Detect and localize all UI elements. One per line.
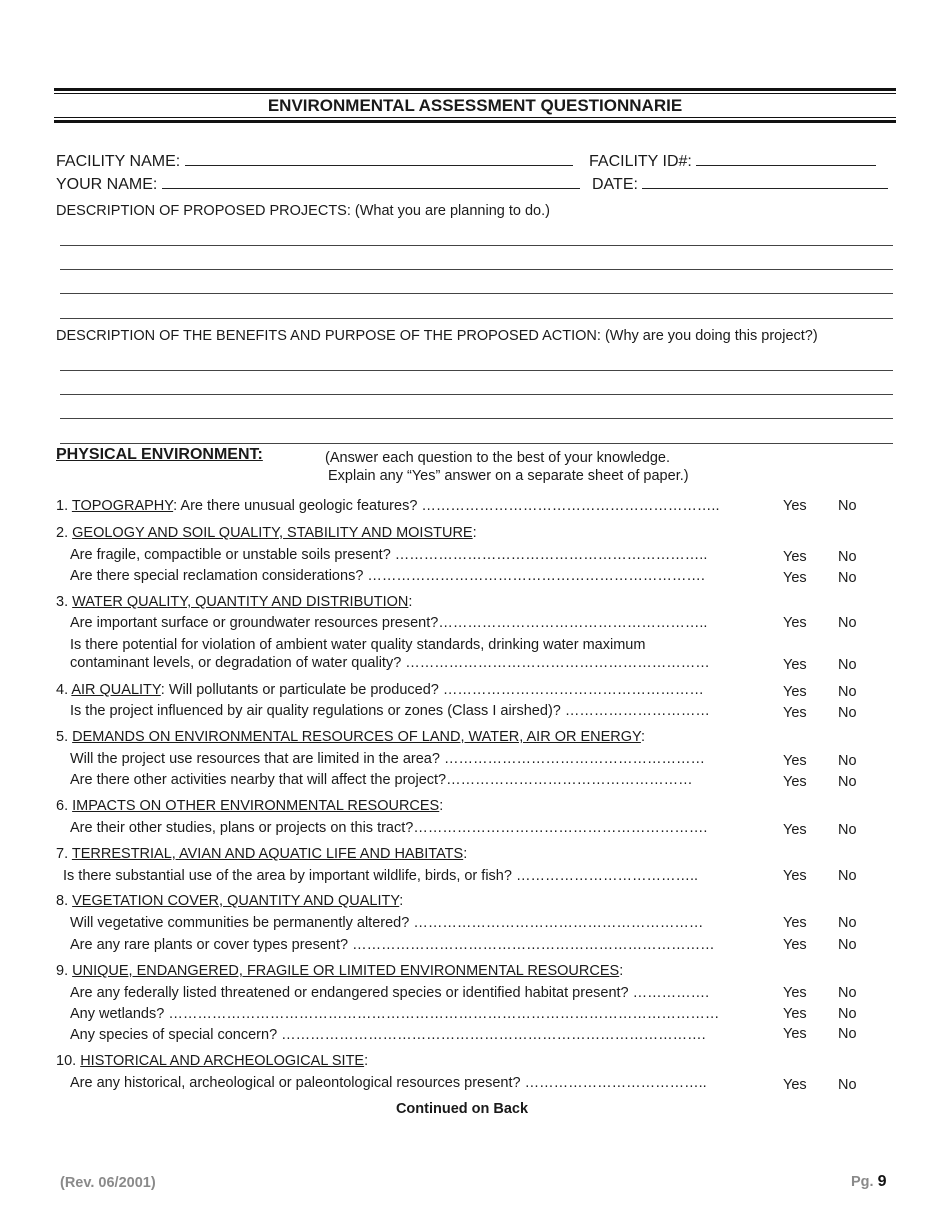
s3-q1-no[interactable]: No	[838, 615, 857, 631]
benefits-description-label: DESCRIPTION OF THE BENEFITS AND PURPOSE OF THE PROPOSED ACTION: (Why are you doing this project?)	[56, 328, 818, 344]
s6-q1-no[interactable]: No	[838, 822, 857, 838]
s6-q1-text: Are their other studies, plans or projects on this tract?…………………………………………………….	[70, 820, 708, 836]
projects-line-4[interactable]	[60, 318, 893, 319]
s7-q1-yes[interactable]: Yes	[783, 868, 807, 884]
s4-q2-no[interactable]: No	[838, 705, 857, 721]
facility-name-label: FACILITY NAME:	[56, 153, 181, 170]
s5-q2-yes[interactable]: Yes	[783, 774, 807, 790]
facility-id-blank[interactable]	[696, 151, 876, 166]
facility-id-label: FACILITY ID#:	[589, 153, 692, 170]
s10-q1-yes[interactable]: Yes	[783, 1077, 807, 1093]
s9-q2-no[interactable]: No	[838, 1006, 857, 1022]
s8-q2-text: Are any rare plants or cover types present? …………………………………………………………………	[70, 937, 715, 953]
date-field[interactable]	[592, 174, 888, 194]
benefits-line-3[interactable]	[60, 418, 893, 419]
s3-q2-text-line2: contaminant levels, or degradation of water quality? ………………………………………………………	[70, 655, 710, 671]
s2-q1-yes[interactable]: Yes	[783, 549, 807, 565]
projects-description-label: DESCRIPTION OF PROPOSED PROJECTS: (What you are planning to do.)	[56, 203, 550, 219]
section-10-heading: 10. HISTORICAL AND ARCHEOLOGICAL SITE:	[56, 1053, 369, 1069]
s9-q3-text: Any species of special concern? …………………………………………………………………………….	[70, 1027, 706, 1043]
continued-on-back: Continued on Back	[395, 1101, 529, 1117]
facility-id-field[interactable]	[589, 151, 876, 171]
physical-note-line-1: (Answer each question to the best of your knowledge.	[325, 450, 670, 466]
s10-q1-text: Are any historical, archeological or paleontological resources present? ………………………………..	[70, 1075, 707, 1091]
projects-line-3[interactable]	[60, 293, 893, 294]
s7-q1-text: Is there substantial use of the area by important wildlife, birds, or fish? ………………………………..	[63, 868, 699, 884]
benefits-line-4[interactable]	[60, 443, 893, 444]
s1-q1-yes[interactable]: Yes	[783, 498, 807, 514]
section-4-heading: 4. AIR QUALITY: Will pollutants or particulate be produced? ………………………………………………	[56, 682, 704, 698]
section-2-heading: 2. GEOLOGY AND SOIL QUALITY, STABILITY AND MOISTURE:	[56, 525, 477, 541]
s9-q3-yes[interactable]: Yes	[783, 1026, 807, 1042]
facility-name-field[interactable]	[56, 151, 573, 171]
title-rule-bottom-thick	[54, 120, 896, 123]
section-6-heading: 6. IMPACTS ON OTHER ENVIRONMENTAL RESOURCES:	[56, 798, 444, 814]
s5-q2-text: Are there other activities nearby that will affect the project?……………………………………………	[70, 772, 693, 788]
s4-q2-yes[interactable]: Yes	[783, 705, 807, 721]
s4-q2-text: Is the project influenced by air quality regulations or zones (Class I airshed)? …………………………	[70, 703, 710, 719]
s9-q2-text: Any wetlands? ……………………………………………………………………………………………………	[70, 1006, 720, 1022]
page-number-value: 9	[877, 1173, 887, 1190]
s2-q2-no[interactable]: No	[838, 570, 857, 586]
s8-q2-yes[interactable]: Yes	[783, 937, 807, 953]
s3-q1-yes[interactable]: Yes	[783, 615, 807, 631]
page-label: Pg.	[851, 1174, 874, 1190]
your-name-label: YOUR NAME:	[56, 176, 158, 193]
section-8-heading: 8. VEGETATION COVER, QUANTITY AND QUALITY:	[56, 893, 404, 909]
s2-q2-yes[interactable]: Yes	[783, 570, 807, 586]
s9-q1-text: Are any federally listed threatened or endangered species or identified habitat present? …………….	[70, 985, 710, 1001]
s9-q2-yes[interactable]: Yes	[783, 1006, 807, 1022]
revision-label: (Rev. 06/2001)	[60, 1175, 156, 1191]
section-7-heading: 7. TERRESTRIAL, AVIAN AND AQUATIC LIFE AND HABITATS:	[56, 846, 468, 862]
section-9-heading: 9. UNIQUE, ENDANGERED, FRAGILE OR LIMITED ENVIRONMENTAL RESOURCES:	[56, 963, 624, 979]
s10-q1-no[interactable]: No	[838, 1077, 857, 1093]
benefits-line-2[interactable]	[60, 394, 893, 395]
physical-note-line-2: Explain any “Yes” answer on a separate sheet of paper.)	[328, 468, 689, 483]
s1-q1-no[interactable]: No	[838, 498, 857, 514]
s9-q3-no[interactable]: No	[838, 1026, 857, 1042]
title-rule-top-thick	[54, 88, 896, 91]
s5-q1-text: Will the project use resources that are limited in the area? ………………………………………………	[70, 751, 705, 767]
your-name-field[interactable]	[56, 174, 580, 194]
s8-q2-no[interactable]: No	[838, 937, 857, 953]
s8-q1-yes[interactable]: Yes	[783, 915, 807, 931]
page-number	[851, 1173, 887, 1191]
section-1-heading: 1. TOPOGRAPHY: Are there unusual geologic features? ……………………………………………………..	[56, 498, 720, 514]
date-blank[interactable]	[642, 174, 888, 189]
s3-q2-text-line1: Is there potential for violation of ambient water quality standards, drinking water maximum	[70, 637, 646, 653]
facility-name-blank[interactable]	[185, 151, 573, 166]
title-rule-top-thin	[54, 93, 896, 94]
benefits-line-1[interactable]	[60, 370, 893, 371]
s5-q2-no[interactable]: No	[838, 774, 857, 790]
s9-q1-yes[interactable]: Yes	[783, 985, 807, 1001]
page-title: ENVIRONMENTAL ASSESSMENT QUESTIONNARIE	[267, 96, 683, 115]
your-name-blank[interactable]	[162, 174, 580, 189]
s2-q1-no[interactable]: No	[838, 549, 857, 565]
s7-q1-no[interactable]: No	[838, 868, 857, 884]
title-rule-bottom-thin	[54, 117, 896, 118]
projects-line-2[interactable]	[60, 269, 893, 270]
physical-environment-title: PHYSICAL ENVIRONMENT:	[56, 446, 263, 463]
s8-q1-text: Will vegetative communities be permanently altered? ……………………………………………………	[70, 915, 704, 931]
s5-q1-no[interactable]: No	[838, 753, 857, 769]
s3-q1-text: Are important surface or groundwater resources present?………………………………………………..	[70, 615, 708, 631]
s5-q1-yes[interactable]: Yes	[783, 753, 807, 769]
s4-q1-no[interactable]: No	[838, 684, 857, 700]
s3-q2-yes[interactable]: Yes	[783, 657, 807, 673]
s6-q1-yes[interactable]: Yes	[783, 822, 807, 838]
section-5-heading: 5. DEMANDS ON ENVIRONMENTAL RESOURCES OF LAND, WATER, AIR OR ENERGY:	[56, 729, 645, 745]
section-3-heading: 3. WATER QUALITY, QUANTITY AND DISTRIBUTION:	[56, 594, 413, 610]
s2-q1-text: Are fragile, compactible or unstable soils present? ………………………………………………………..	[70, 547, 708, 563]
s4-q1-yes[interactable]: Yes	[783, 684, 807, 700]
s8-q1-no[interactable]: No	[838, 915, 857, 931]
s3-q2-no[interactable]: No	[838, 657, 857, 673]
s2-q2-text: Are there special reclamation considerations? …………………………………………………………….	[70, 568, 705, 584]
s9-q1-no[interactable]: No	[838, 985, 857, 1001]
projects-line-1[interactable]	[60, 245, 893, 246]
date-label: DATE:	[592, 176, 638, 193]
